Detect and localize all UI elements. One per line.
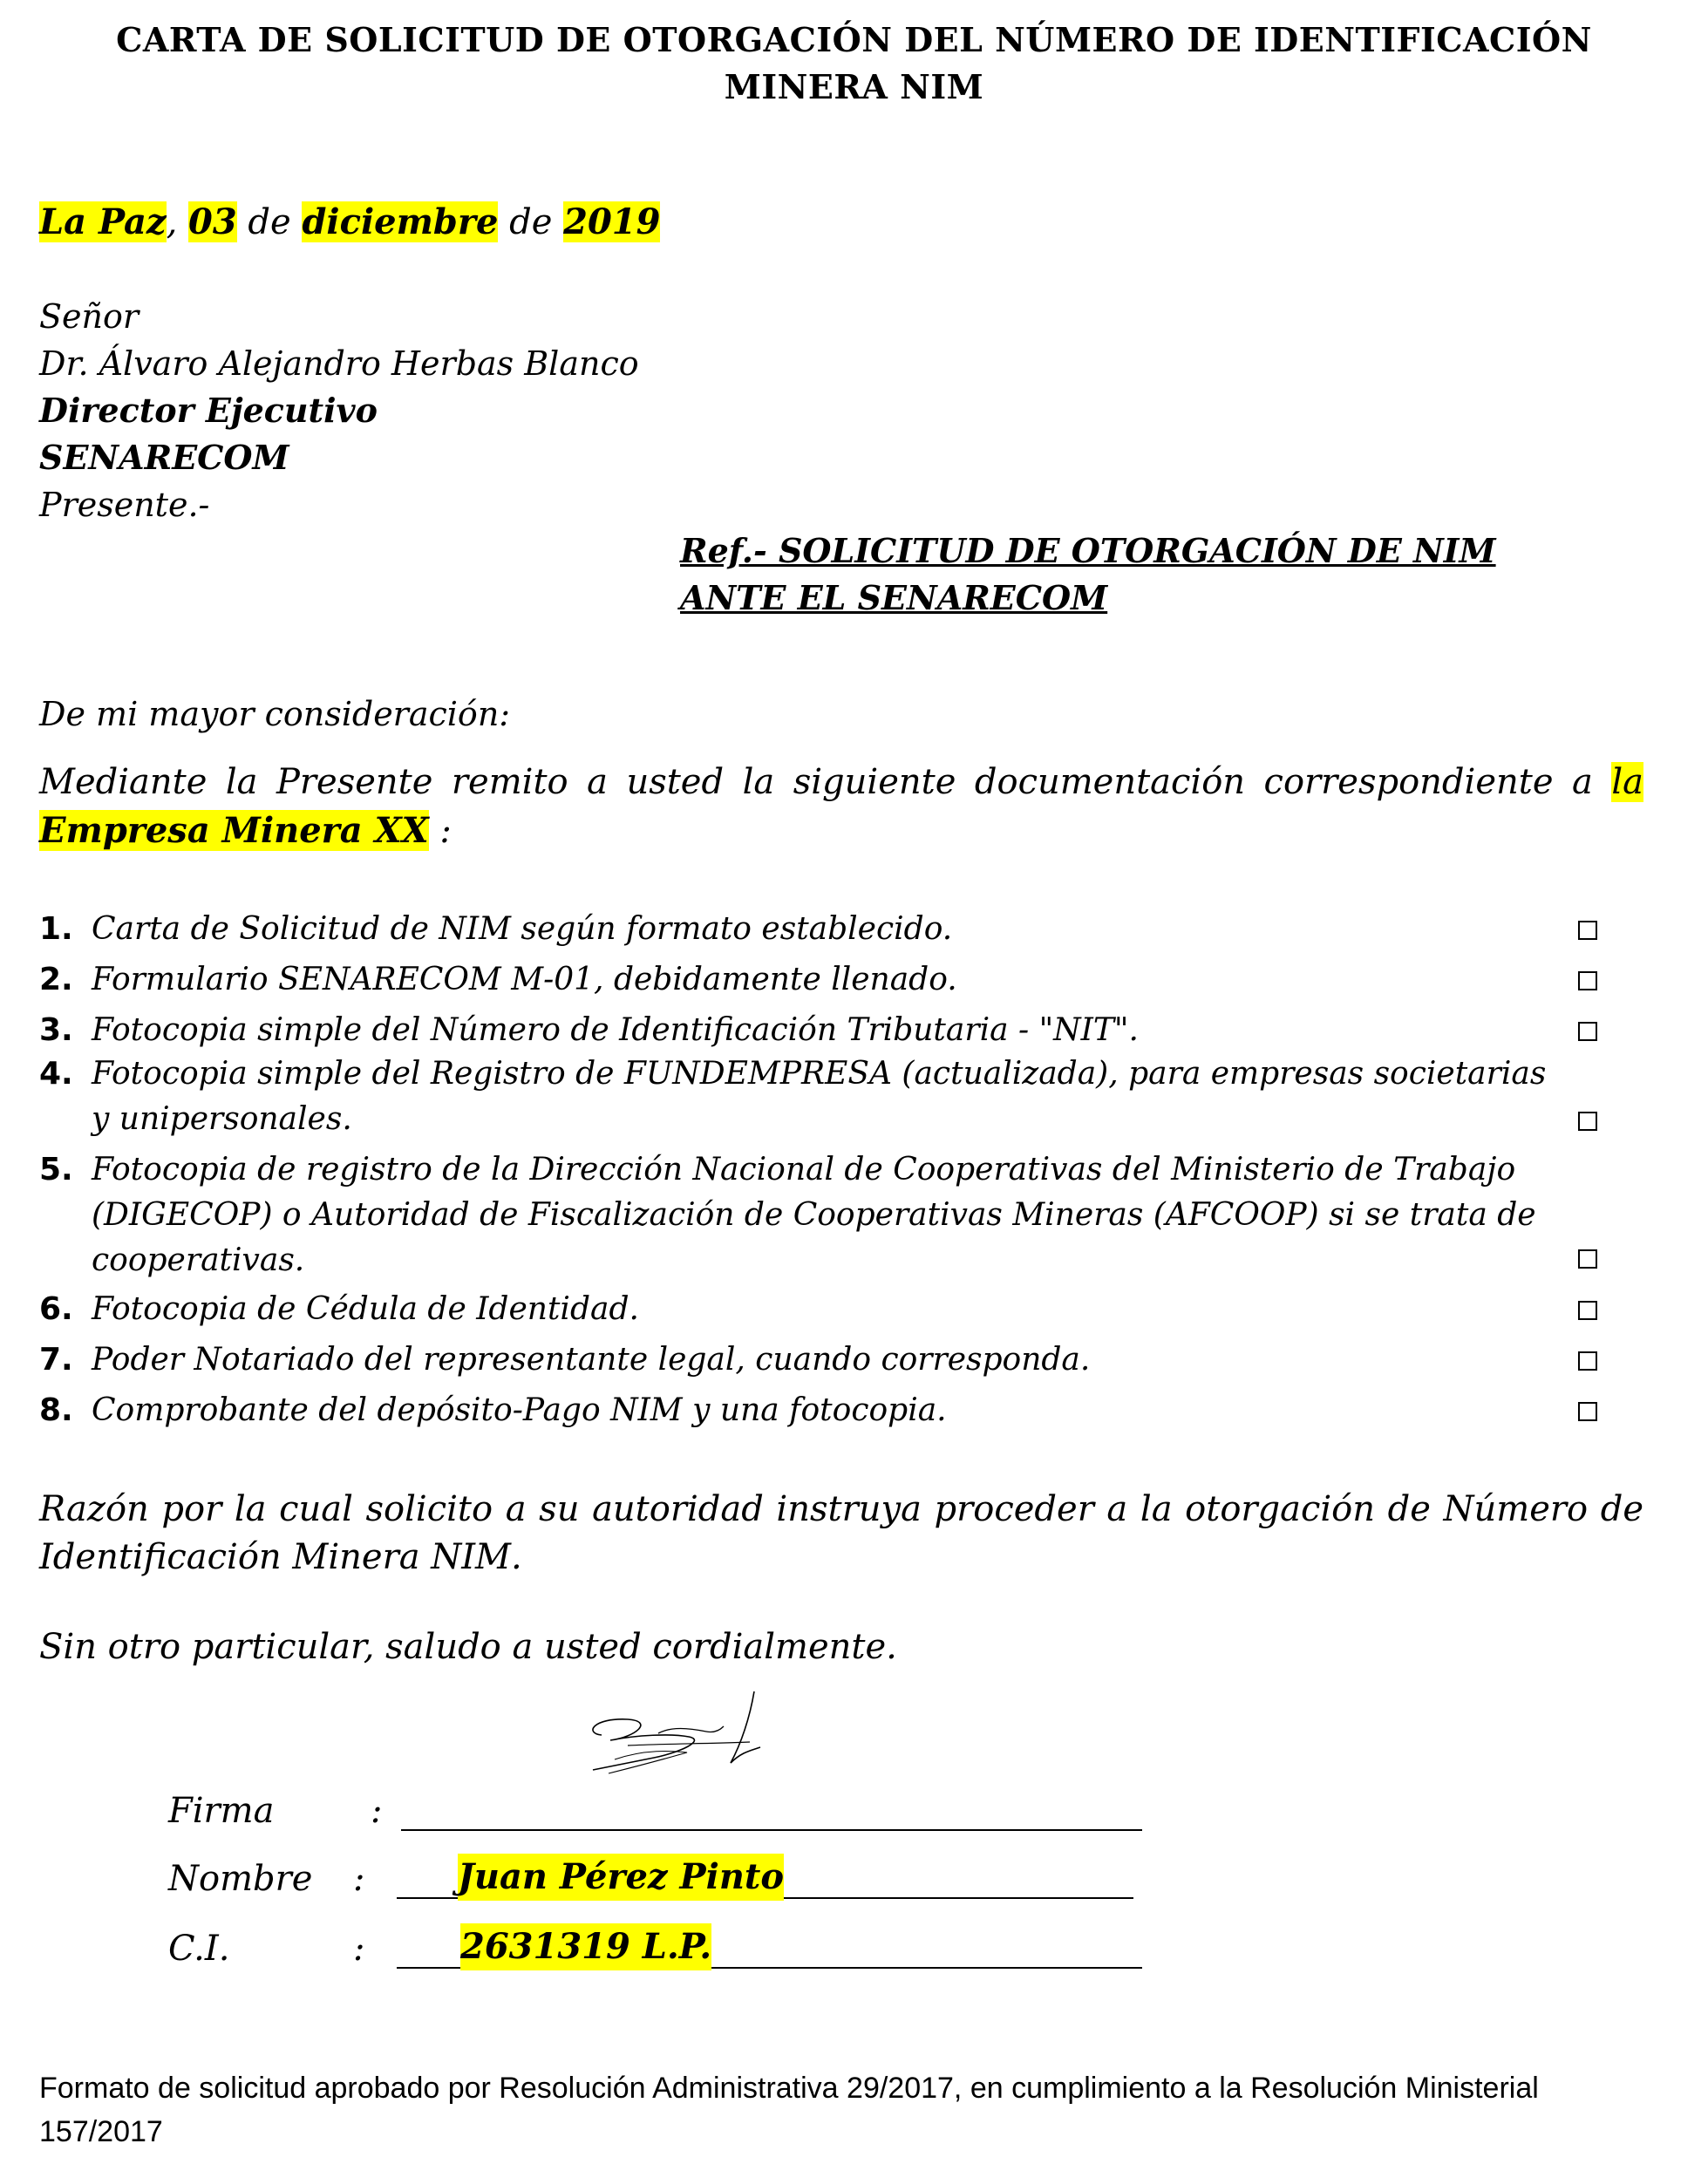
- intro-suffix: :: [428, 811, 452, 851]
- date-day: 03: [188, 201, 237, 242]
- item-number: 1.: [39, 911, 73, 947]
- item-number: 8.: [39, 1392, 73, 1428]
- item-text: Fotocopia de Cédula de Identidad.: [92, 1291, 639, 1327]
- recipient-institution: SENARECOM: [39, 438, 289, 477]
- item-number: 3.: [39, 1012, 73, 1048]
- recipient-name: Dr. Álvaro Alejandro Herbas Blanco: [39, 344, 639, 383]
- checkbox[interactable]: [1578, 1402, 1597, 1421]
- item-text: Comprobante del depósito-Pago NIM y una fotocopia.: [92, 1392, 947, 1428]
- recipient-present: Presente.-: [39, 486, 210, 524]
- date-line: [39, 199, 660, 246]
- farewell: Sin otro particular, saludo a usted cordialmente.: [39, 1627, 897, 1667]
- nombre-colon: :: [353, 1859, 365, 1899]
- intro-prefix: la: [1611, 762, 1643, 802]
- date-city: La Paz: [39, 201, 167, 242]
- ci-value: 2631319 L.P.: [460, 1923, 711, 1970]
- item-text: Fotocopia simple del Registro de FUNDEMPRESA (actualizada), para empresas societarias y unipersonales.: [92, 1056, 1547, 1137]
- firma-colon: :: [371, 1791, 383, 1831]
- closing-request: Razón por la cual solicito a su autoridad instruya proceder a la otorgación de Número de Identificación Minera NIM.: [39, 1489, 1643, 1577]
- checkbox[interactable]: [1578, 1022, 1597, 1041]
- firma-label: Firma: [168, 1791, 275, 1831]
- recipient-position: Director Ejecutivo: [39, 391, 378, 430]
- reference-line-2: ANTE EL SENARECOM: [680, 578, 1108, 617]
- item-text: Carta de Solicitud de NIM según formato establecido.: [92, 911, 953, 947]
- recipient-salutation: Señor: [39, 297, 139, 336]
- item-text: Formulario SENARECOM M-01, debidamente llenado.: [92, 962, 957, 997]
- ci-label: C.I.: [168, 1929, 230, 1969]
- date-year: 2019: [563, 201, 661, 242]
- item-number: 6.: [39, 1291, 73, 1327]
- document-title-line-2: MINERA NIM: [724, 67, 984, 106]
- footer-note: Formato de solicitud aprobado por Resolución Administrativa 29/2017, en cumplimiento a la Resolución Ministerial 157/2017: [39, 2072, 1539, 2148]
- company-name: Empresa Minera XX: [39, 810, 429, 851]
- item-text: Poder Notariado del representante legal, cuando corresponda.: [92, 1342, 1091, 1378]
- item-number: 5.: [39, 1152, 73, 1187]
- date-month: diciembre: [302, 201, 499, 242]
- greeting: De mi mayor consideración:: [39, 695, 511, 733]
- checkbox[interactable]: [1578, 1301, 1597, 1320]
- item-number: 4.: [39, 1056, 73, 1092]
- handwritten-signature: [575, 1683, 785, 1787]
- firma-line[interactable]: [401, 1829, 1142, 1831]
- checkbox[interactable]: [1578, 1112, 1597, 1131]
- item-text: Fotocopia simple del Número de Identificación Tributaria - "NIT".: [92, 1012, 1139, 1048]
- checkbox[interactable]: [1578, 1249, 1597, 1269]
- date-sep-3: de: [498, 202, 564, 242]
- ci-colon: :: [353, 1929, 365, 1969]
- item-number: 7.: [39, 1342, 73, 1378]
- checkbox[interactable]: [1578, 1351, 1597, 1371]
- nombre-label: Nombre: [168, 1859, 313, 1899]
- date-sep-2: de: [236, 202, 303, 242]
- intro-text: Mediante la Presente remito a usted la siguiente documentación correspondiente a: [39, 762, 1612, 802]
- checkbox[interactable]: [1578, 921, 1597, 940]
- document-title-line-1: CARTA DE SOLICITUD DE OTORGACIÓN DEL NÚMERO DE IDENTIFICACIÓN: [116, 20, 1592, 59]
- checkbox[interactable]: [1578, 971, 1597, 990]
- nombre-value: Juan Pérez Pinto: [458, 1854, 784, 1901]
- item-text: Fotocopia de registro de la Dirección Nacional de Cooperativas del Ministerio de Trabajo (DIGECOP) o Autoridad de Fiscalización de Cooperativas Mineras (AFCOOP) si se trata de cooperativas.: [92, 1152, 1536, 1278]
- reference-line-1: Ref.- SOLICITUD DE OTORGACIÓN DE NIM: [680, 531, 1496, 570]
- date-sep-1: ,: [166, 202, 189, 242]
- intro-paragraph: [39, 759, 1643, 855]
- item-number: 2.: [39, 962, 73, 997]
